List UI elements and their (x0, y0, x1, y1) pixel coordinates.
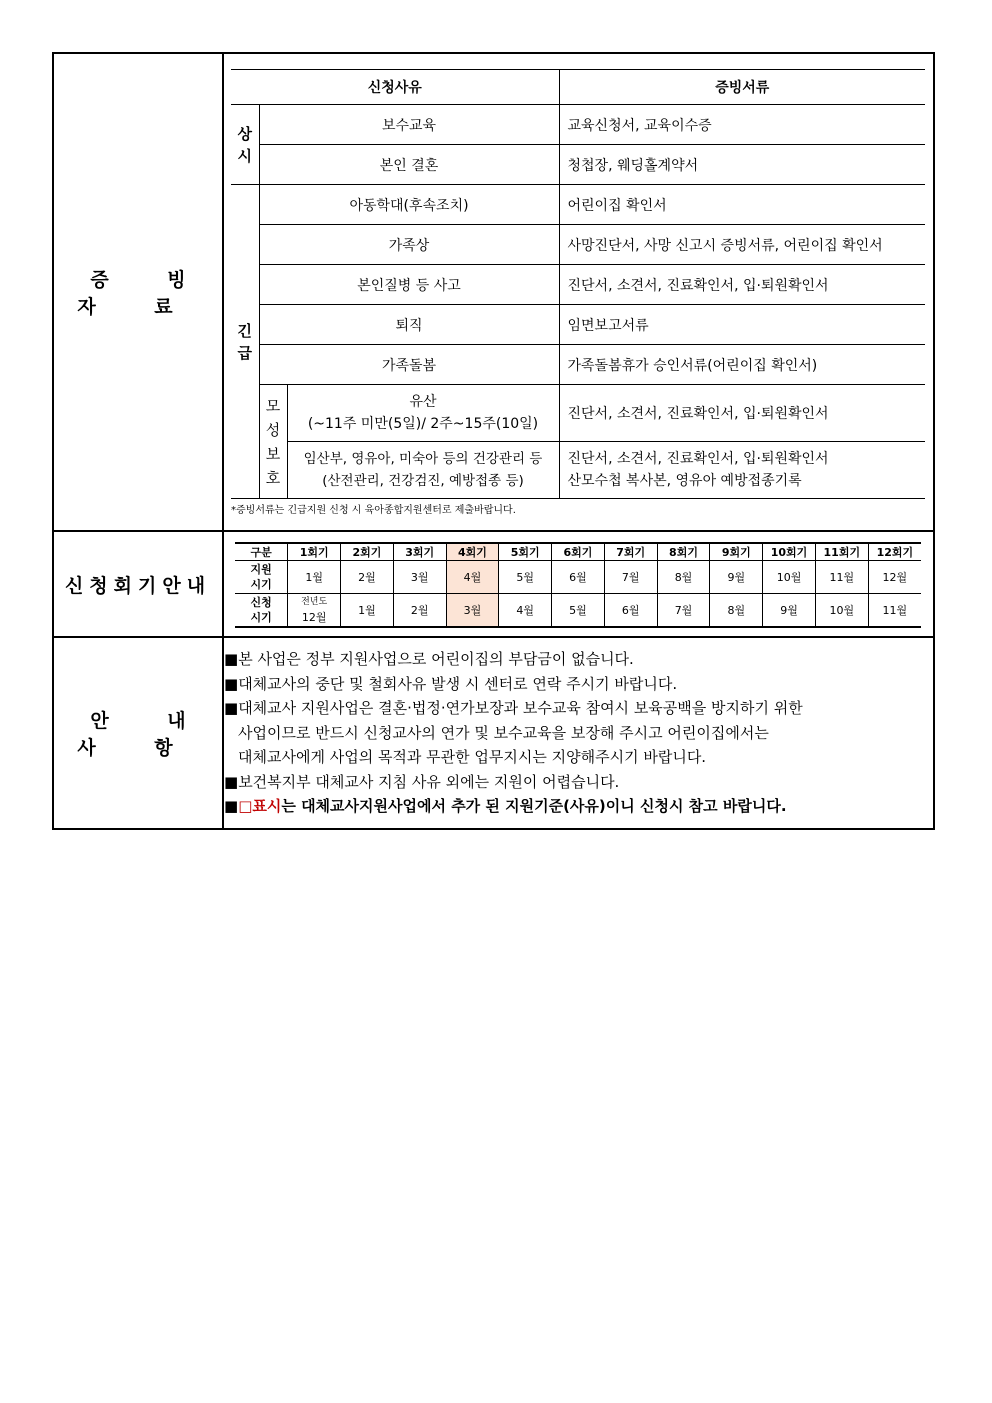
support-month-cell: 3월 (393, 561, 446, 594)
reason-cell: 가족상 (259, 225, 559, 265)
docs-cell: 사망진단서, 사망 신고시 증빙서류, 어린이집 확인서 (559, 225, 925, 265)
apply-month-cell: 9월 (763, 594, 816, 628)
apply-month-cell: 11월 (868, 594, 921, 628)
evidence-cell (223, 53, 934, 531)
apply-month-cell: 5월 (552, 594, 605, 628)
evidence-label-cell (53, 53, 223, 531)
red-box-icon: □ (238, 797, 253, 816)
schedule-header-cell: 2회기 (341, 543, 394, 561)
schedule-header-cell: 11회기 (815, 543, 868, 561)
reason-cell: 본인 결혼 (259, 145, 559, 185)
apply-first-cell: 전년도 12월 (288, 594, 341, 628)
form-table (52, 52, 935, 830)
apply-label: 신청 시기 (235, 594, 288, 628)
evidence-note: *증빙서류는 긴급지원 신청 시 육아종합지원센터로 제출바랍니다. (231, 505, 516, 516)
category-regular: 상시 (231, 105, 259, 185)
support-month-cell: 9월 (710, 561, 763, 594)
schedule-header-row (235, 543, 921, 561)
schedule-header-cell: 8회기 (657, 543, 710, 561)
schedule-header-cell: 10회기 (763, 543, 816, 561)
info-cell (223, 637, 934, 829)
support-label: 지원 시기 (235, 561, 288, 594)
apply-month-cell: 3월 (446, 594, 499, 628)
info-line: ■대체교사 지원사업은 결혼·법정·연가보장과 보수교육 참여시 보육공백을 방지하기 위한 (224, 699, 803, 718)
docs-cell-health: 진단서, 소견서, 진료확인서, 입·퇴원확인서 산모수첩 복사본, 영유아 예방접종기록 (559, 442, 925, 499)
schedule-support-row (235, 561, 921, 594)
evidence-label: 증 빙 자 료 (77, 269, 212, 318)
support-month-cell: 2월 (341, 561, 394, 594)
apply-month-cell: 2월 (393, 594, 446, 628)
reason-cell: 아동학대(후속조치) (259, 185, 559, 225)
schedule-header-label: 구분 (235, 543, 288, 561)
docs-cell: 진단서, 소견서, 진료확인서, 입·퇴원확인서 (559, 265, 925, 305)
support-month-cell: 8월 (657, 561, 710, 594)
support-month-cell: 1월 (288, 561, 341, 594)
evidence-table (231, 69, 925, 499)
info-label: 안 내 사 항 (77, 710, 212, 759)
info-line: 사업이므로 반드시 신청교사의 연가 및 보수교육을 보장해 주시고 어린이집에서는 (238, 723, 769, 742)
docs-cell: 청첩장, 웨딩홀계약서 (559, 145, 925, 185)
support-month-cell: 7월 (604, 561, 657, 594)
category-maternity: 모성보호 (259, 385, 287, 499)
support-month-cell: 4월 (446, 561, 499, 594)
schedule-header-cell: 1회기 (288, 543, 341, 561)
info-line-emphasis: ■□표시는 대체교사지원사업에서 추가 된 지원기준(사유)이니 신청시 참고 바랍니다. (224, 797, 787, 816)
reason-cell: 본인질병 등 사고 (259, 265, 559, 305)
schedule-cell (223, 531, 934, 637)
schedule-header-cell: 4회기 (446, 543, 499, 561)
apply-month-cell: 8월 (710, 594, 763, 628)
docs-cell: 어린이집 확인서 (559, 185, 925, 225)
info-line: ■보건복지부 대체교사 지침 사유 외에는 지원이 어렵습니다. (224, 772, 620, 791)
schedule-header-cell: 6회기 (552, 543, 605, 561)
header-docs: 증빙서류 (559, 70, 925, 105)
schedule-header-cell: 9회기 (710, 543, 763, 561)
header-reason: 신청사유 (231, 70, 559, 105)
schedule-header-cell: 7회기 (604, 543, 657, 561)
schedule-header-cell: 3회기 (393, 543, 446, 561)
info-label-cell (53, 637, 223, 829)
docs-cell: 교육신청서, 교육이수증 (559, 105, 925, 145)
reason-cell: 퇴직 (259, 305, 559, 345)
apply-month-cell: 10월 (815, 594, 868, 628)
info-line: ■본 사업은 정부 지원사업으로 어린이집의 부담금이 없습니다. (224, 650, 634, 669)
info-line: 대체교사에게 사업의 목적과 무관한 업무지시는 지양해주시기 바랍니다. (238, 748, 707, 767)
info-line: ■대체교사의 중단 및 철회사유 발생 시 센터로 연락 주시기 바랍니다. (224, 674, 678, 693)
reason-cell-miscarriage: 유산 (~11주 미만(5일)/ 2주~15주(10일) (287, 385, 559, 442)
support-month-cell: 11월 (815, 561, 868, 594)
reason-cell: 보수교육 (259, 105, 559, 145)
apply-month-cell: 7월 (657, 594, 710, 628)
schedule-label-cell (53, 531, 223, 637)
apply-month-cell: 6월 (604, 594, 657, 628)
schedule-header-cell: 5회기 (499, 543, 552, 561)
docs-cell: 진단서, 소견서, 진료확인서, 입·퇴원확인서 (559, 385, 925, 442)
category-emergency: 긴급 (231, 185, 259, 499)
support-month-cell: 10월 (763, 561, 816, 594)
reason-cell-health: 임산부, 영유아, 미숙아 등의 건강관리 등 (산전관리, 건강검진, 예방접종 등) (287, 442, 559, 499)
docs-cell: 가족돌봄휴가 승인서류(어린이집 확인서) (559, 345, 925, 385)
apply-month-cell: 1월 (341, 594, 394, 628)
schedule-header-cell: 12회기 (868, 543, 921, 561)
reason-cell: 가족돌봄 (259, 345, 559, 385)
apply-month-cell: 4월 (499, 594, 552, 628)
support-month-cell: 12월 (868, 561, 921, 594)
support-month-cell: 6월 (552, 561, 605, 594)
schedule-label: 신청회기안내 (64, 574, 212, 597)
docs-cell: 임면보고서류 (559, 305, 925, 345)
schedule-table (235, 542, 921, 628)
support-month-cell: 5월 (499, 561, 552, 594)
schedule-apply-row (235, 594, 921, 628)
